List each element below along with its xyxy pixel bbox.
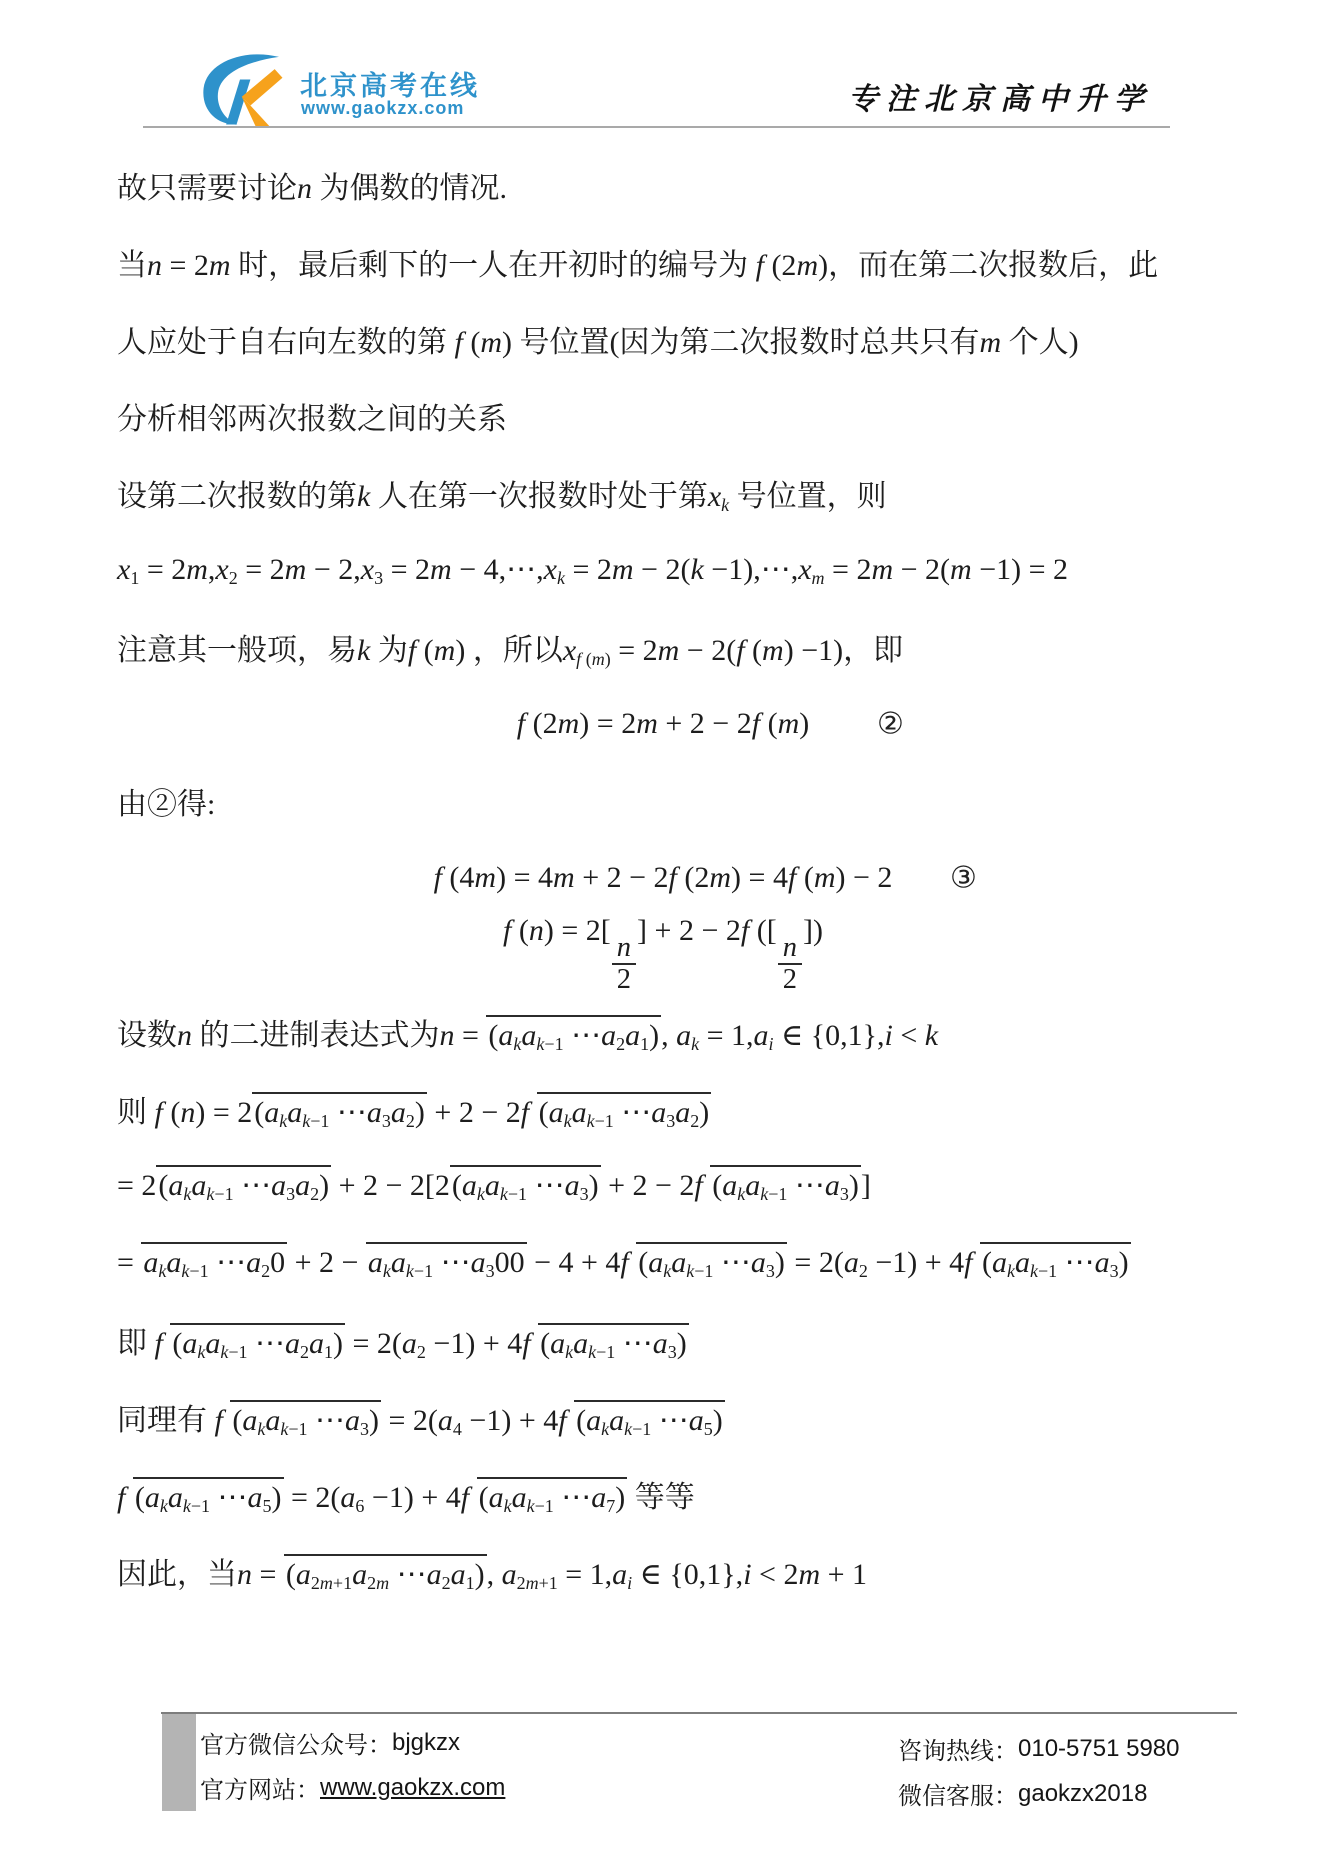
formula-fn-step3	[117, 1224, 1209, 1301]
line-content: 注意其一般项，易k 为f (m) ，所以$x_{f (m)} = 2m - 2(f$ (m) −1)，即	[117, 633, 904, 669]
line-content: 即 f ($a_ka_{k-1}$ $\cdots a_2a_1) = 2(a_2 -1) + 4f$ ($a_ka_{k-1}$ $\cdots a_3$)	[117, 1318, 689, 1362]
line-content: 由②得:	[117, 787, 216, 821]
footer-hotline-row	[898, 1726, 1179, 1771]
line-content: 同理有 f ($a_ka_{k-1}$ $\cdots a_3) = 2(a_4 -1) + 4f$ ($a_ka_{k-1}$ $\cdots a_5$)	[117, 1395, 725, 1439]
line-content: f (2m) = 2m + 2 − 2f (m)	[516, 706, 810, 740]
equation-number: ②	[877, 707, 904, 740]
formula-similar-2	[117, 1455, 1209, 1532]
gaokzx-logo-icon[interactable]	[194, 50, 286, 128]
line-content: 人应处于自右向左数的第 f (m) 号位置(因为第二次报数时总共只有m 个人)	[117, 325, 1079, 359]
line-content: f (n) = 2[ $\frac{n}{2}$ ] + 2 − 2f ([ $\frac{n}{2}$ ])	[503, 914, 823, 996]
formula-fn-result	[117, 1301, 1209, 1378]
logo-url[interactable]: www.gaokzx.com	[301, 98, 465, 118]
hotline-label: 咨询热线：	[898, 1738, 1018, 1765]
line-content: 分析相邻两次报数之间的关系	[117, 402, 507, 436]
formula-similar-1	[117, 1378, 1209, 1455]
hotline-value: 010-5751 5980	[1018, 1734, 1180, 1762]
footer-site-row	[200, 1765, 505, 1810]
paragraph-position	[117, 300, 1209, 377]
paragraph-setup-k	[117, 454, 1209, 531]
line-content: 设第二次报数的第k 人在第一次报数时处于第$x_k$ 号位置，则	[117, 479, 887, 515]
logo-title: 北京高考在线	[300, 71, 480, 101]
line-content: $x_1 = 2m,x_2 = 2m - 2,x_3 = 2m$ − $4,\cdots,x_k = 2m - 2(k$ $-1),\cdots,x_m = 2m - 2(m -1) = 2$	[117, 553, 1069, 589]
site-label: 官方网站：	[200, 1777, 320, 1804]
footer-right-column	[898, 1726, 1179, 1816]
line-content: 设数n 的二进制表达式为$n = (a_ka_{k-1}$ $\cdots a_2a_1$), $a_k = 1,a_i$ ∈ {0,1},i < k	[117, 1010, 938, 1054]
footer-divider	[161, 1712, 1237, 1714]
line-content: f ($a_ka_{k-1}$ $\cdots a_5) = 2(a_6 -1) + 4f$ ($a_ka_{k-1}$ $\cdots a_7$) 等等	[117, 1472, 695, 1516]
document-body	[117, 146, 1209, 1609]
wechat-label: 官方微信公众号：	[200, 1732, 392, 1759]
paragraph-analyze	[117, 377, 1209, 454]
paragraph-binary-expansion	[117, 993, 1209, 1070]
paragraph-conclusion	[117, 1532, 1209, 1609]
line-content: 当n = 2m 时，最后剩下的一人在开初时的编号为 f (2m)，而在第二次报数后，此	[117, 248, 1159, 282]
logo-swoosh-icon	[194, 50, 286, 128]
line-content: = $a_ka_{k-1}$ $\cdots a_20 + 2 - a_ka_{k-1}$ $\cdots a_300 - 4 + 4f$ ($a_ka_{k-1}$ $\cdots a_3) = 2(a_2 -1) + 4f$ ($a_ka_{k-1}$ $\cdots a_3$)	[117, 1245, 1131, 1280]
paragraph-n-2m	[117, 223, 1209, 300]
header-divider	[143, 126, 1170, 128]
footer-kefu-row	[898, 1771, 1179, 1816]
formula-fn-step1	[117, 1070, 1209, 1147]
formula-fn-step2	[117, 1147, 1209, 1224]
line-content: = $2(a_ka_{k-1}$ $\cdots a_3a_2) + 2 - 2[2(a_ka_{k-1}$ $\cdots a_3) + 2 - 2f$ ($a_ka_{k-1}$ $\cdots a_3$)]	[117, 1168, 871, 1203]
line-content: 因此，当$n = (a_{2m+1}a_{2m}$ $\cdots a_2a_1$), $a_{2m+1} = 1,a_i$ ∈ {0,1},i < 2m + 1	[117, 1549, 867, 1593]
equation-number: ③	[950, 861, 977, 894]
paragraph-discuss-even	[117, 146, 1209, 223]
paragraph-general-term	[117, 608, 1209, 685]
equation-3	[117, 839, 1209, 916]
equation-2	[117, 685, 1209, 762]
paragraph-from-eq2	[117, 762, 1209, 839]
line-content: 则 f $(n) = 2(a_ka_{k-1}$ $\cdots a_3a_2) + 2 - 2f$ ($a_ka_{k-1}$ $\cdots a_3a_2$)	[117, 1087, 711, 1131]
footer-left-column	[200, 1720, 505, 1810]
footer-wechat-row	[200, 1720, 505, 1765]
line-content: 故只需要讨论n 为偶数的情况.	[117, 171, 507, 205]
wechat-value: bjgkzx	[392, 1728, 461, 1756]
formula-x-sequence	[117, 531, 1209, 608]
site-link[interactable]: www.gaokzx.com	[320, 1773, 506, 1801]
header-slogan: 专注北京高中升学	[848, 83, 1152, 116]
kefu-value: gaokzx2018	[1018, 1779, 1148, 1807]
equation-fn-floor	[117, 914, 1209, 996]
footer-gray-block	[162, 1714, 196, 1811]
line-content: f (4m) = 4m + 2 − 2f (2m) = 4f (m) − 2	[433, 860, 893, 894]
kefu-label: 微信客服：	[898, 1783, 1018, 1810]
